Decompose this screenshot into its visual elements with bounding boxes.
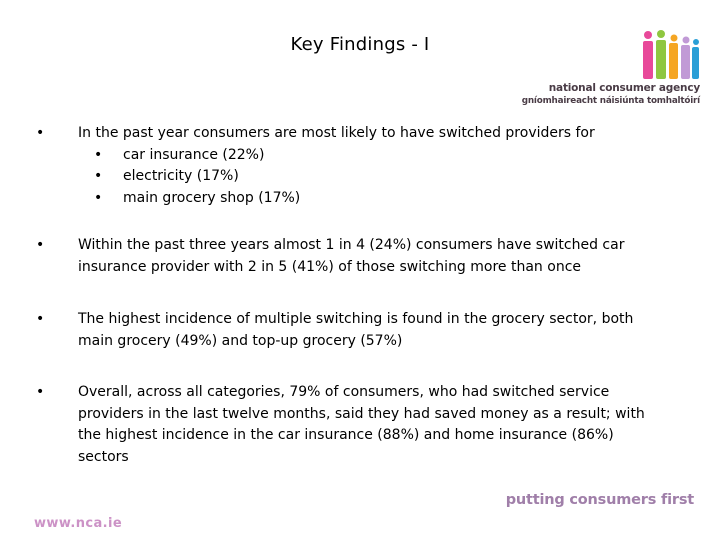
bullet-icon: • bbox=[94, 146, 103, 163]
logo-name-irish: gníomhaireacht náisiúnta tomhaltóirí bbox=[521, 96, 700, 106]
sub-item: • electricity (17%) bbox=[78, 166, 668, 188]
finding-text: The highest incidence of multiple switching is found in the grocery sector, both main grocery (49%) and top-up grocery (57%) bbox=[78, 311, 634, 349]
website-link[interactable]: www.nca.ie bbox=[34, 516, 123, 531]
nca-logo bbox=[521, 30, 700, 110]
sub-list bbox=[78, 145, 668, 210]
bullet-icon: • bbox=[94, 168, 103, 184]
finding-text: Overall, across all categories, 79% of consumers, who had switched service providers in the last twelve months, said they had saved money as a result; with the highest incidence in the car insurance (88%) and home insurance (86%) sectors bbox=[78, 384, 645, 465]
bullet-icon: • bbox=[94, 189, 103, 206]
slide-title: Key Findings - I bbox=[290, 34, 430, 55]
bullet-icon: • bbox=[36, 237, 45, 253]
bullet-icon: • bbox=[36, 311, 45, 327]
sub-item: • main grocery shop (17%) bbox=[78, 188, 668, 210]
bullet-icon: • bbox=[36, 125, 45, 141]
sub-item: • car insurance (22%) bbox=[78, 145, 668, 167]
logo-name-english: national consumer agency bbox=[548, 82, 700, 94]
bullet-icon: • bbox=[36, 384, 45, 400]
finding-text: In the past year consumers are most likely to have switched providers for bbox=[78, 125, 595, 141]
finding-text: Within the past three years almost 1 in 4 (24%) consumers have switched car insurance provider with 2 in 5 (41%) of those switching more than once bbox=[78, 237, 625, 275]
tagline: putting consumers first bbox=[505, 492, 694, 508]
people-figures-icon bbox=[638, 30, 700, 80]
